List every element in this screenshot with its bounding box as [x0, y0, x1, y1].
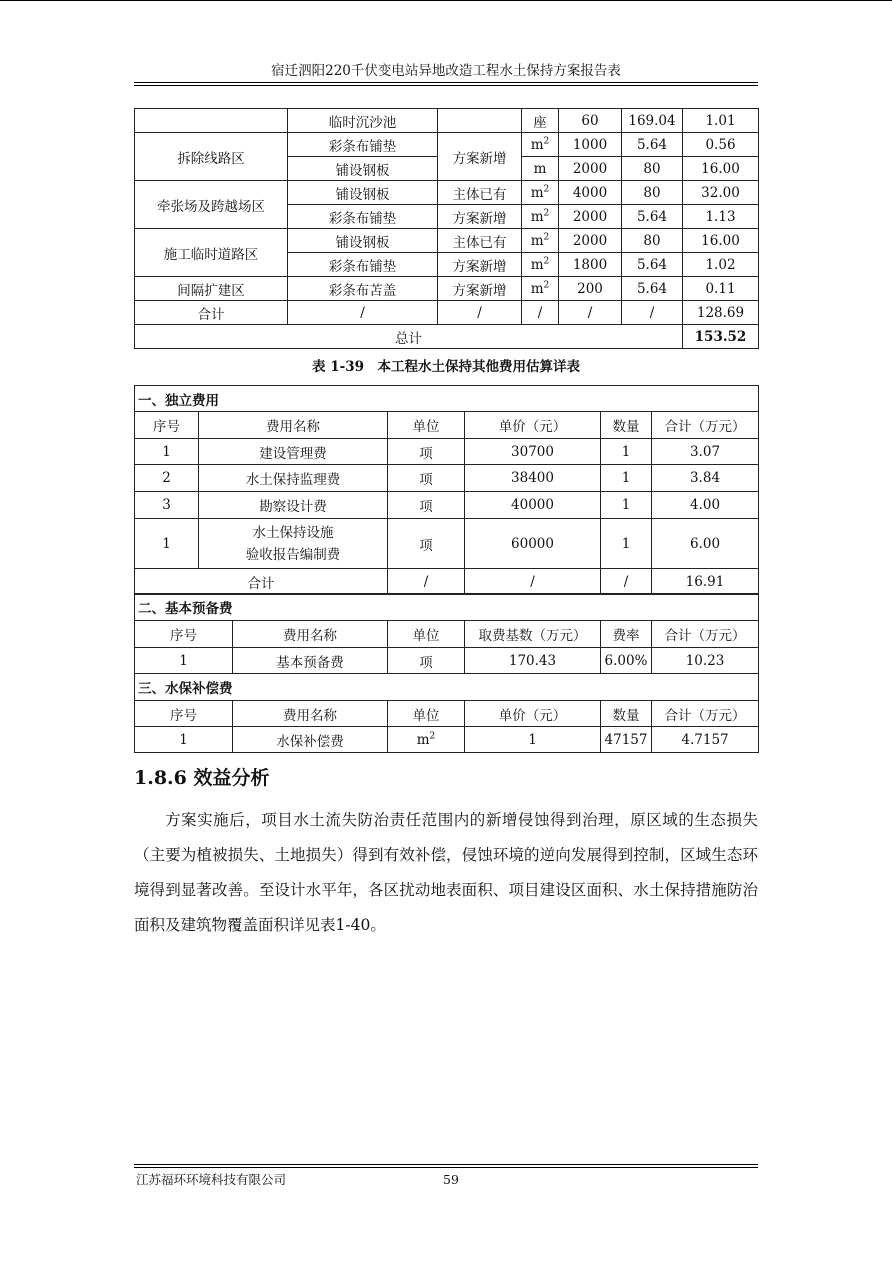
price-cell: 169.04 [622, 109, 683, 133]
price-cell: 5.64 [622, 277, 683, 301]
amount-cell: 16.00 [683, 229, 759, 253]
measures-cost-table [134, 108, 759, 349]
col-header: 单位 [388, 701, 465, 727]
qty-cell: 1000 [559, 133, 622, 157]
name-cell: 建设管理费 [199, 439, 388, 465]
subtotal-value: 16.91 [652, 569, 759, 595]
name-cell: 水土保持监理费 [199, 465, 388, 492]
unit-cell: 项 [388, 492, 465, 519]
footer-rule-thin [134, 1167, 758, 1168]
amount-cell: 0.11 [683, 277, 759, 301]
price-cell: 38400 [465, 465, 601, 492]
qty-cell: 1800 [559, 253, 622, 277]
col-header: 单价（元） [465, 701, 601, 727]
qty-cell: 1 [601, 519, 652, 569]
total-cell: 4.7157 [652, 727, 759, 753]
footer-company: 江苏福环环境科技有限公司 [136, 1172, 287, 1187]
no-cell: 1 [135, 727, 233, 753]
header-rule-thin [134, 85, 758, 86]
total-cell: 4.00 [652, 492, 759, 519]
unit-cell: $m^2$ [522, 205, 559, 229]
name-cell: 水保补偿费 [233, 727, 388, 753]
other-costs-table [134, 385, 759, 412]
body-paragraph: 方案实施后，项目水土流失防治责任范围内的新增侵蚀得到治理，原区域的生态损失（主要为植被损失、土地损失）得到有效补偿，侵蚀环境的逆向发展得到控制，区域生态环境得到显著改善。至设计水平年，各区扰动地表面积、项目建设区面积、水土保持措施防治面积及建筑物覆盖面积详见表1-40。 [134, 811, 758, 934]
unit-cell: / [388, 569, 465, 595]
qty-cell: 2000 [559, 157, 622, 181]
price-cell: 40000 [465, 492, 601, 519]
name-line: 验收报告编制费 [245, 546, 341, 563]
unit-cell: 项 [388, 648, 465, 674]
type-cell: 方案新增 [438, 205, 522, 229]
col-header: 单位 [388, 412, 465, 439]
col-header: 合计（万元） [652, 701, 759, 727]
name-cell: 勘察设计费 [199, 492, 388, 519]
qty-cell: 2000 [559, 205, 622, 229]
col-header: 序号 [135, 412, 199, 439]
qty-cell: 4000 [559, 181, 622, 205]
col-header: 费率 [601, 621, 652, 648]
col-header: 取费基数（万元） [465, 621, 601, 648]
total-row [135, 325, 759, 349]
table-row [135, 181, 759, 205]
no-cell: 2 [135, 465, 199, 492]
col-header: 数量 [601, 701, 652, 727]
unit-cell: 项 [388, 519, 465, 569]
qty-cell: 200 [559, 277, 622, 301]
col-header: 合计（万元） [652, 621, 759, 648]
total-label: 总计 [135, 325, 683, 349]
base-cell: 170.43 [465, 648, 601, 674]
table-row [135, 648, 759, 674]
qty-cell: 47157 [601, 727, 652, 753]
measure-cell: 铺设钢板 [288, 181, 438, 205]
header-row [135, 701, 759, 727]
col-header: 序号 [135, 701, 233, 727]
table-row [135, 109, 759, 133]
name-cell [199, 519, 388, 569]
type-cell: 方案新增 [438, 253, 522, 277]
section-title-independent: 一、独立费用 [135, 386, 759, 412]
type-cell: 主体已有 [438, 181, 522, 205]
no-cell: 3 [135, 492, 199, 519]
measure-cell: 铺设钢板 [288, 157, 438, 181]
total-value: 153.52 [683, 325, 759, 349]
table-row [135, 465, 759, 492]
measure-cell: 彩条布铺垫 [288, 205, 438, 229]
qty-cell: 1 [601, 439, 652, 465]
table-row [135, 439, 759, 465]
price-cell: 30700 [465, 439, 601, 465]
measure-cell: / [288, 301, 438, 325]
name-line: 水土保持设施 [252, 524, 334, 541]
area-cell [135, 109, 288, 133]
area-cell: 拆除线路区 [135, 133, 288, 181]
measure-cell: 铺设钢板 [288, 229, 438, 253]
subtotal-row [135, 301, 759, 325]
subtotal-value: 128.69 [683, 301, 759, 325]
area-cell: 间隔扩建区 [135, 277, 288, 301]
footer-rule [134, 1164, 758, 1165]
total-cell: 3.84 [652, 465, 759, 492]
section-row [135, 386, 759, 412]
type-cell [438, 109, 522, 133]
section-heading: 1.8.6 效益分析 [134, 767, 270, 789]
price-cell: 80 [622, 181, 683, 205]
unit-cell: m [522, 157, 559, 181]
name-cell: 基本预备费 [233, 648, 388, 674]
price-cell: / [465, 569, 601, 595]
qty-cell: 2000 [559, 229, 622, 253]
no-cell: 1 [135, 439, 199, 465]
header-rule [134, 82, 758, 83]
measure-cell: 彩条布铺垫 [288, 253, 438, 277]
amount-cell: 1.13 [683, 205, 759, 229]
price-cell: 80 [622, 157, 683, 181]
amount-cell: 1.01 [683, 109, 759, 133]
unit-cell: $m^2$ [522, 277, 559, 301]
measure-cell: 彩条布苫盖 [288, 277, 438, 301]
section-row [135, 594, 759, 621]
col-header: 单价（元） [465, 412, 601, 439]
section-row [135, 674, 759, 701]
table-row [135, 229, 759, 253]
table-row [135, 277, 759, 301]
price-cell: 1 [465, 727, 601, 753]
header-row [135, 412, 759, 439]
amount-cell: 0.56 [683, 133, 759, 157]
type-cell: 主体已有 [438, 229, 522, 253]
subtotal-label: 合计 [135, 569, 388, 595]
table-row [135, 133, 759, 157]
no-cell: 1 [135, 648, 233, 674]
price-cell: 5.64 [622, 205, 683, 229]
unit-cell: $m^2$ [522, 229, 559, 253]
table-row [135, 519, 759, 569]
col-header: 费用名称 [233, 621, 388, 648]
subtotal-row [135, 569, 759, 595]
price-cell: 5.64 [622, 253, 683, 277]
col-header: 序号 [135, 621, 233, 648]
reserve-fund-table [134, 593, 759, 753]
no-cell: 1 [135, 519, 199, 569]
col-header: 费用名称 [233, 701, 388, 727]
unit-cell: $m^2$ [522, 253, 559, 277]
measure-cell: 临时沉沙池 [288, 109, 438, 133]
price-cell: 60000 [465, 519, 601, 569]
table-row [135, 492, 759, 519]
col-header: 合计（万元） [652, 412, 759, 439]
col-header: 单位 [388, 621, 465, 648]
qty-cell: 60 [559, 109, 622, 133]
type-cell: / [438, 301, 522, 325]
table-caption: 表 1-39 本工程水土保持其他费用估算详表 [312, 359, 580, 375]
section-title-compensation: 三、水保补偿费 [135, 674, 759, 701]
unit-cell: $m^2$ [388, 727, 465, 753]
page-header-title: 宿迁泗阳220千伏变电站异地改造工程水土保持方案报告表 [271, 63, 621, 79]
unit-cell: $m^2$ [522, 133, 559, 157]
amount-cell: 32.00 [683, 181, 759, 205]
page-number: 59 [443, 1172, 459, 1187]
qty-cell: / [601, 569, 652, 595]
unit-cell: 项 [388, 465, 465, 492]
subtotal-label: 合计 [135, 301, 288, 325]
page-top-border [0, 0, 892, 1]
amount-cell: 1.02 [683, 253, 759, 277]
type-cell: 方案新增 [438, 277, 522, 301]
price-cell: 80 [622, 229, 683, 253]
col-header: 数量 [601, 412, 652, 439]
amount-cell: 16.00 [683, 157, 759, 181]
section-title-reserve: 二、基本预备费 [135, 594, 759, 621]
total-cell: 6.00 [652, 519, 759, 569]
price-cell: 5.64 [622, 133, 683, 157]
qty-cell: / [559, 301, 622, 325]
unit-cell: 项 [388, 439, 465, 465]
unit-cell: / [522, 301, 559, 325]
qty-cell: 1 [601, 492, 652, 519]
unit-cell: 座 [522, 109, 559, 133]
type-cell: 方案新增 [438, 133, 522, 181]
rate-cell: 6.00% [601, 648, 652, 674]
unit-cell: $m^2$ [522, 181, 559, 205]
independent-costs-table [134, 411, 759, 595]
measure-cell: 彩条布铺垫 [288, 133, 438, 157]
area-cell: 施工临时道路区 [135, 229, 288, 277]
col-header: 费用名称 [199, 412, 388, 439]
table-row [135, 727, 759, 753]
total-cell: 10.23 [652, 648, 759, 674]
area-cell: 牵张场及跨越场区 [135, 181, 288, 229]
qty-cell: 1 [601, 465, 652, 492]
price-cell: / [622, 301, 683, 325]
total-cell: 3.07 [652, 439, 759, 465]
header-row [135, 621, 759, 648]
